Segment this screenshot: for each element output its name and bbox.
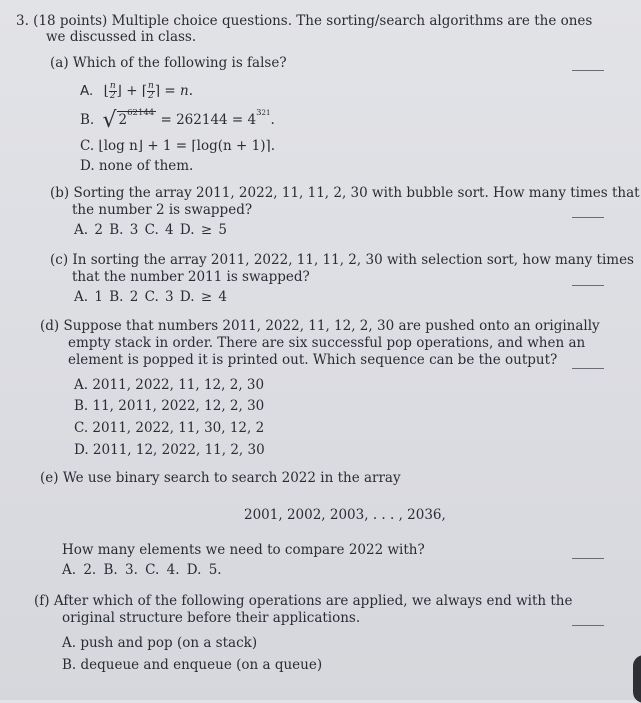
part-d-line2: empty stack in order. There are six successful pop operations, and when an [68,335,586,351]
part-f-line2: original structure before their applications. [62,610,361,626]
part-f-option-b: B. dequeue and enqueue (on a queue) [62,657,323,673]
part-a-prompt: (a) Which of the following is false? [50,55,287,71]
answer-blank-f[interactable] [572,625,604,626]
part-b-line1: (b) Sorting the array 2011, 2022, 11, 11, 2, 30 with bubble sort. How many times that [50,185,640,201]
part-a-option-c: C. ⌊log n⌋ + 1 = ⌈log(n + 1)⌉. [80,138,276,154]
part-a-option-a: A. ⌊n 2⌋ + ⌈n 2⌉ = n. [80,81,193,101]
part-e-question: How many elements we need to compare 2022 with? [62,542,425,558]
part-b-options: A. 2 B. 3 C. 4 D. ≥ 5 [74,222,228,238]
part-d-option-a: A. 2011, 2022, 11, 12, 2, 30 [74,377,265,393]
part-f-option-a: A. push and pop (on a stack) [62,635,258,651]
part-a-option-b-text [80,110,81,126]
part-e-line1: (e) We use binary search to search 2022 in the array [40,470,401,486]
answer-blank-b[interactable] [572,217,604,218]
part-d-option-c: C. 2011, 2022, 11, 30, 12, 2 [74,420,265,436]
part-a-option-d: D. none of them. [80,158,194,174]
part-d-line1: (d) Suppose that numbers 2011, 2022, 11, 12, 2, 30 are pushed onto an originally [40,318,600,334]
part-e-array: 2001, 2002, 2003, . . . , 2036, [244,507,446,523]
part-a-option-b: B. √ $2^{62144} = 262144 = 4^{321}$. [80,108,275,133]
part-a-option-a-text [80,82,81,98]
part-d-option-b: B. 11, 2011, 2022, 12, 2, 30 [74,398,265,414]
answer-blank-a[interactable] [572,70,604,71]
part-c-line1: (c) In sorting the array 2011, 2022, 11, 11, 2, 30 with selection sort, how many times [50,252,634,268]
question-header-line2: we discussed in class. [46,29,197,45]
part-c-line2: that the number 2011 is swapped? [72,269,310,285]
part-e-options: A. 2. B. 3. C. 4. D. 5. [62,562,222,578]
device-edge [633,655,641,703]
answer-blank-c[interactable] [572,285,604,286]
part-d-line3: element is popped it is printed out. Which sequence can be the output? [68,352,558,368]
answer-blank-d[interactable] [572,368,604,369]
part-f-line1: (f) After which of the following operations are applied, we always end with the [34,593,573,609]
answer-blank-e[interactable] [572,558,604,559]
question-header-line1: 3. (18 points) Multiple choice questions. The sorting/search algorithms are the ones [16,13,593,29]
part-c-options: A. 1 B. 2 C. 3 D. ≥ 4 [74,289,228,305]
part-d-option-d: D. 2011, 12, 2022, 11, 2, 30 [74,442,265,458]
part-b-line2: the number 2 is swapped? [72,202,253,218]
